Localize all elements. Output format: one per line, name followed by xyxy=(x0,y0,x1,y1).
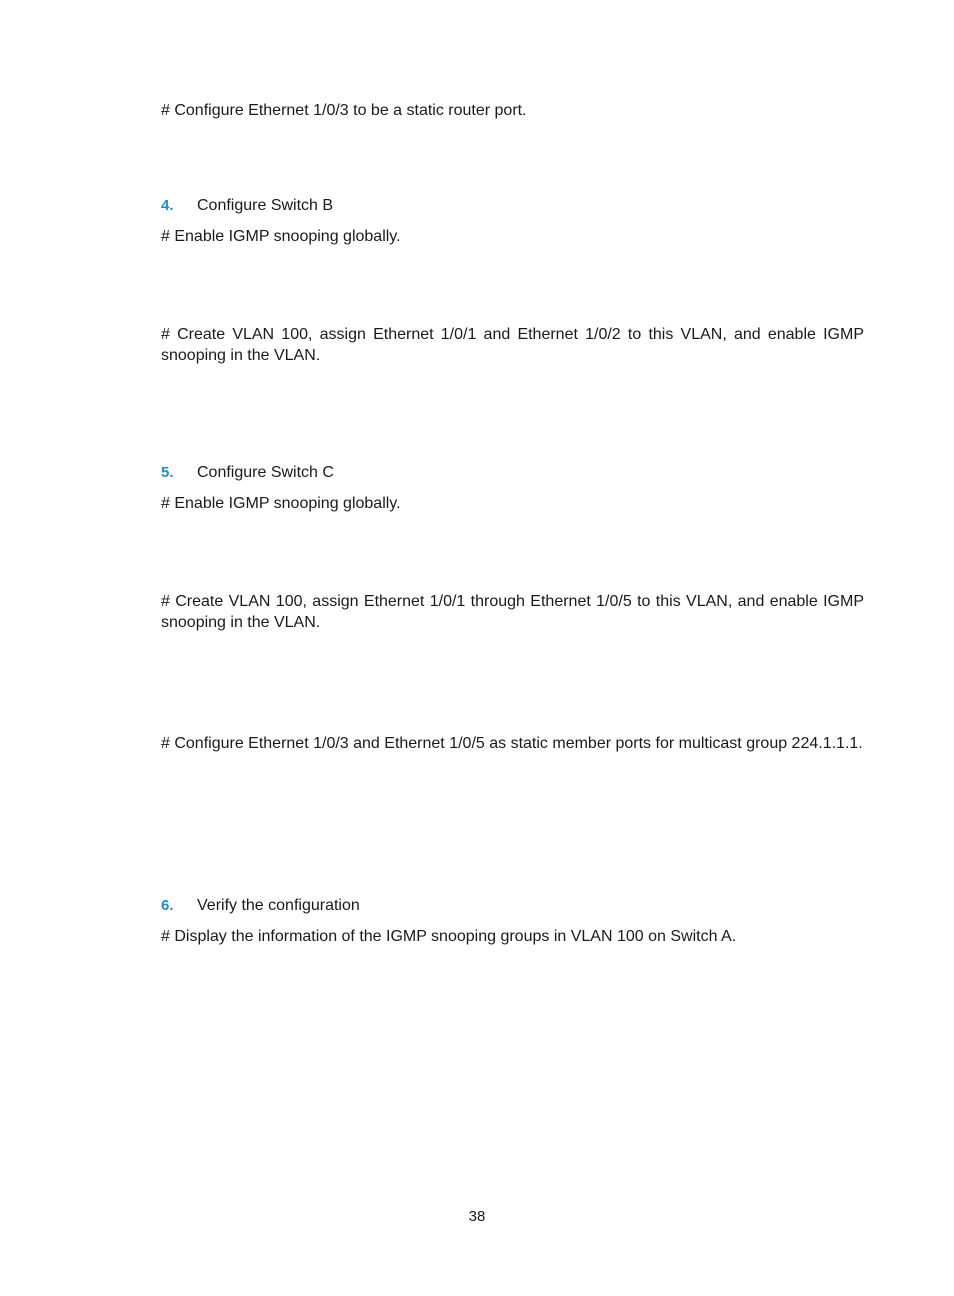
step-label: Verify the configuration xyxy=(197,897,360,914)
paragraph-enable-igmp-c: # Enable IGMP snooping globally. xyxy=(161,495,401,512)
paragraph-create-vlan-c: # Create VLAN 100, assign Ethernet 1/0/1 through Ethernet 1/0/5 to this VLAN, and enable IGMP snooping in the VLAN. xyxy=(161,593,864,631)
paragraph-enable-igmp-b: # Enable IGMP snooping globally. xyxy=(161,228,401,245)
step-configure-switch-c xyxy=(161,462,864,483)
step-number: 4. xyxy=(161,197,174,214)
page-number: 38 xyxy=(468,1208,486,1225)
step-configure-switch-b xyxy=(161,195,864,216)
paragraph-static-router-port: # Configure Ethernet 1/0/3 to be a static router port. xyxy=(161,102,527,119)
step-label: Configure Switch C xyxy=(197,464,334,481)
step-number: 5. xyxy=(161,464,174,481)
step-label: Configure Switch B xyxy=(197,197,334,214)
paragraph-create-vlan-b: # Create VLAN 100, assign Ethernet 1/0/1 and Ethernet 1/0/2 to this VLAN, and enable IGMP snooping in the VLAN. xyxy=(161,326,864,364)
paragraph-static-member-ports: # Configure Ethernet 1/0/3 and Ethernet 1/0/5 as static member ports for multicast group 224.1.1.1. xyxy=(161,735,863,752)
step-number: 6. xyxy=(161,897,174,914)
paragraph-display-groups: # Display the information of the IGMP snooping groups in VLAN 100 on Switch A. xyxy=(161,928,737,945)
step-verify-configuration xyxy=(161,895,864,916)
